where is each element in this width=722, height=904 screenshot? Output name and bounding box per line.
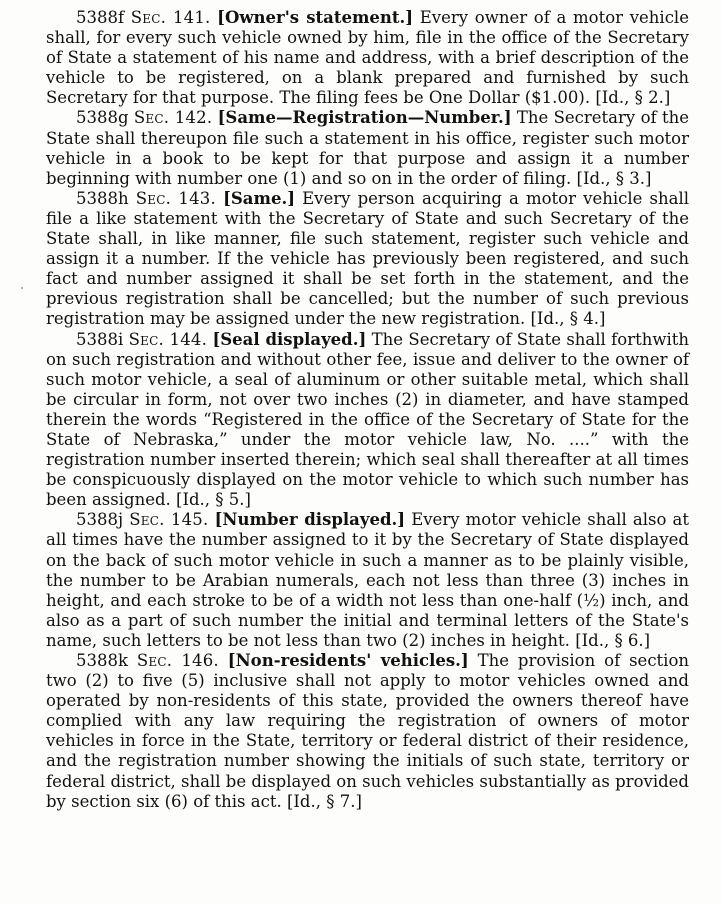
section-caption: [Seal displayed.]: [212, 329, 367, 349]
section-label: Sec. 141.: [130, 8, 211, 27]
section-body: Every person acquiring a motor vehicle shall file a like statement with the Secretary of State and such Secretary of the State shall, in like manner, file such statement, register such vehicle and assign it a number. If the vehicle has previously been registered, and such fact and number assigned it shall be set forth in the statement, and the previous registration shall be cancelled; but the number of such previous registration may be assigned under the new registration.: [46, 188, 690, 329]
section-5388j: [46, 510, 689, 651]
section-label: Sec. 143.: [135, 188, 216, 208]
section-label: Sec. 145.: [129, 510, 209, 530]
section-number: 5388f: [76, 8, 125, 27]
section-caption: [Same.]: [223, 188, 295, 208]
section-citation: [Id., § 6.]: [575, 630, 651, 650]
section-citation: [Id., § 7.]: [286, 791, 362, 811]
section-label: Sec. 146.: [136, 651, 219, 670]
section-body: Every motor vehicle shall also at all times have the number assigned to it by the Secretary of State displayed on the back of such motor vehicle in such a manner as to be plainly visible, the number to be Arabian numerals, each not less than three (3) inches in height, and each stroke to be of a width not less than one-half (½) inch, and also as a part of such number the initial and terminal letters of the State's name, such letters to be not less than two (2) inches in height.: [46, 510, 689, 650]
section-caption: [Non-residents' vehicles.]: [227, 651, 469, 670]
statute-text: [46, 8, 689, 812]
margin-speck: [21, 287, 23, 289]
section-citation: [Id., § 4.]: [530, 309, 606, 329]
section-caption: [Same—Registration—Number.]: [217, 108, 512, 128]
section-number: 5388g: [76, 108, 129, 128]
section-5388g: [46, 108, 689, 188]
section-body: The Secretary of State shall forthwith on such registration and without other fee, issue and deliver to the owner of such motor vehicle, a seal of aluminum or other suitable metal, which shall be circular in form, not over two inches (2) in diameter, and have stamped therein the words “Registered in the office of the Secretary of State for the State of Nebraska,” under the motor vehicle law, No. ....” with the registration number inserted therein; which seal shall thereafter at all times be conspicuously displayed on the motor vehicle to which such number has been assigned.: [46, 329, 690, 510]
section-caption: [Owner's statement.]: [217, 8, 414, 27]
section-5388h: [46, 189, 689, 330]
section-body: Every owner of a motor vehicle shall, for every such vehicle owned by him, file in the office of the Secretary of State a statement of his name and address, with a brief description of the vehicle to be registered, on a blank prepared and furnished by such Secretary for that purpose. The filing fees be One Dollar ($1.00).: [46, 8, 689, 108]
section-number: 5388j: [76, 510, 124, 530]
section-citation: [Id., § 2.]: [595, 88, 671, 108]
section-5388f: [46, 8, 689, 108]
section-body: The provision of section two (2) to five (5) inclusive shall not apply to motor vehicles owned and operated by non-residents of this state, provided the owners thereof have complied with any law requiring the registration of owners of motor vehicles in force in the State, territory or federal district of their residence, and the registration number showing the initials of such state, territory or federal district, shall be displayed on such vehicles substantially as provided by section six (6) of this act.: [46, 651, 690, 811]
section-5388i: [46, 330, 689, 511]
section-5388k: [46, 651, 689, 812]
section-label: Sec. 144.: [128, 329, 208, 349]
section-number: 5388h: [76, 188, 129, 208]
section-caption: [Number displayed.]: [214, 510, 406, 530]
section-body: The Secretary of the State shall thereupon file such a statement in his office, register such motor vehicle in a book to be kept for that purpose and assign it a number beginning with number one (1) and so on in the order of filing.: [46, 108, 689, 188]
section-number: 5388i: [76, 329, 124, 349]
section-citation: [Id., § 3.]: [576, 168, 652, 188]
section-citation: [Id., § 5.]: [176, 490, 251, 510]
section-label: Sec. 142.: [133, 108, 213, 128]
section-number: 5388k: [76, 651, 128, 670]
